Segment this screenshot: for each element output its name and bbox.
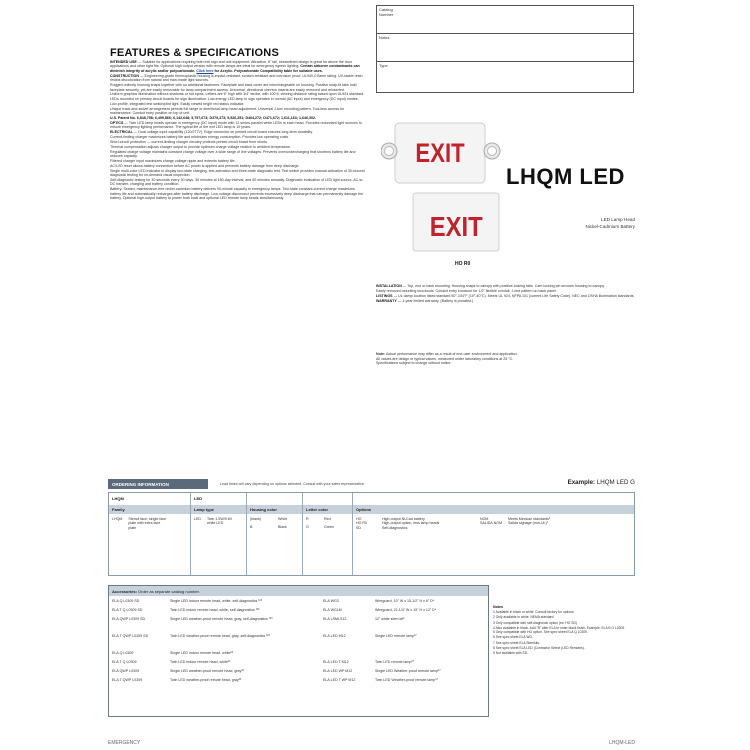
notes-label: Notes <box>379 35 390 40</box>
letter-header: Letter color <box>303 505 352 514</box>
model-subtitle <box>560 216 635 230</box>
accessories-table <box>108 585 489 717</box>
spec-paragraph: Low-profile, integrated test switch/pilot light. Easily viewed bright red status indicator. <box>110 102 245 107</box>
list-item <box>112 599 312 608</box>
catalog-label: Catalog Number <box>379 7 394 17</box>
acc-desc: 12" white stem kit⁵ <box>375 617 405 621</box>
option-desc: High-output Ni-Cad battery <box>382 517 425 521</box>
note-item: 8 See spec sheet ELA LED (Contractor Select (LED Remotes). <box>493 645 585 650</box>
patent-paragraph <box>110 116 366 120</box>
list-item <box>323 669 488 678</box>
list-item <box>112 660 312 669</box>
spec-paragraph: Battery: Sealed, maintenance-free nickel-cadmium battery delivers 90-minute capacity to emergency lamps. Two-state constant-current charge maximizes battery life and automatically recharges after battery discharge. Low-voltage disconnect prevents excessively deep discharge that can permanently damage the battery. Optional high-output battery to power both local and optional LED remote lamp heads simultaneously. <box>110 187 364 201</box>
acc-code: ELA LED T WP M12 <box>323 678 356 682</box>
spec-paragraph: AC/LVD reset allows battery connection before AC power is applied and prevents battery damage from deep discharge. <box>110 163 300 168</box>
acc-code: ELA WG3 <box>323 599 339 603</box>
list-item <box>112 617 312 634</box>
spec-paragraph: Uniform graphics illumination without shadows or hot spots. Letters are 6" high with 3/4" stroke, with 100 ft. viewing distance rating based upon UL924 standard. <box>110 92 365 97</box>
note-item: 3 Only compatible with self-diagnostic option (ex: HO SD) <box>493 620 577 625</box>
note-item: 4 Also available in black. Add "B" after ELA to order black finish. Example: ELA B G L0309. <box>493 625 626 630</box>
option-code: SD <box>356 525 361 530</box>
page-heading: FEATURES & SPECIFICATIONS <box>110 47 279 59</box>
accessories-label: Accessories: <box>112 589 137 594</box>
airborne-warning: Certain airborne contaminants can diminish integrity of acrylic and/or polycarbonate. <box>110 64 360 73</box>
ordering-bar <box>108 479 635 489</box>
option-desc: Self-diagnostics <box>382 525 408 530</box>
exit-sign-with-lamps-image <box>381 121 501 185</box>
list-item <box>112 634 312 651</box>
acc-desc: Twin LED indoor remote head, white²³ <box>170 660 231 664</box>
list-item <box>323 617 488 634</box>
letter-code: G <box>306 525 309 530</box>
accessories-header <box>109 586 488 596</box>
acc-desc: Single LED remote lamp⁶⁷ <box>375 634 417 638</box>
acc-desc: Twin LED weather-proof remote head, gray²³ <box>170 678 242 682</box>
list-item <box>323 660 488 669</box>
battery-desc: Nickel-Cadmium Battery <box>585 224 635 229</box>
listings-label: LISTINGS <box>376 293 393 298</box>
family-column <box>109 493 191 575</box>
acc-code: ELA Q L0309 SD <box>112 599 140 603</box>
exit-text-1: EXIT <box>415 139 465 169</box>
exit-text-2: EXIT <box>429 210 483 243</box>
accessories-left-list <box>112 599 312 687</box>
letter-body <box>303 517 352 530</box>
note-item: 1 Available in black or white. Consult factory for options. <box>493 610 575 615</box>
installation-paragraph <box>376 284 636 289</box>
note-line: All values are design or typical values, measured under laboratory conditions at 25 °C. <box>376 356 514 361</box>
accessories-body <box>109 596 488 716</box>
acc-desc: Twin LED indoor remote head, white, self-diagnostics ¹²³ <box>170 608 260 612</box>
option-code: HO R0 <box>356 521 367 526</box>
construction-text: — Engineering-grade thermoplastic housing is impact-resistant, scratch-resistant and corrosion proof. UL94V-0 flame rating. UV-stable resin resists discoloration from natural and man-made light sources. <box>110 73 363 83</box>
housing-header: Housing color <box>247 505 302 514</box>
acc-desc: Twin LED weather-proof remote head, gray, self-diagnostics ¹²³ <box>170 634 270 638</box>
page-footer <box>108 740 635 746</box>
electrical-text: — Dual-voltage input capability (120/277V). Edge connector on printed circuit board ensures long-term durability. <box>132 130 313 135</box>
warranty-paragraph <box>376 299 636 304</box>
option-desc: Meets Mexican standards¹ <box>508 517 551 521</box>
acc-desc: Single LED indoor remote head, white²³ <box>170 651 233 655</box>
family-body <box>109 517 190 530</box>
optics-label: OPTICS <box>110 121 124 126</box>
example-value: LHQM LED G <box>595 479 635 486</box>
electrical-paragraph <box>110 130 366 134</box>
install-paragraph: Easily removed mounting knockouts. Conduit entry knockout for 1/2" flexible conduit. J-box pattern on back panel. <box>376 288 557 293</box>
list-item <box>112 608 312 617</box>
accessories-note: Order as separate catalog number. <box>136 589 200 594</box>
acc-code: ELA LED M12 <box>323 634 346 638</box>
note-item: 2 Only available in white. NEMA standard. <box>493 615 555 620</box>
note-item: 9 Not available with SD. <box>493 651 529 656</box>
installation-text: — Top, end or back mounting. Housing snaps to canopy with positive-locking tabs. Cam locking pin secures housing to canopy. <box>401 284 605 288</box>
family-top: LHQM <box>112 496 124 501</box>
acc-code: ELA T Q L0309 <box>112 660 137 664</box>
letter-column <box>303 493 353 575</box>
spec-paragraph: Rugged unibody housing snaps together with no additional fasteners. Faceplate and back cover are interchangeable on housing. Positive snap-fit tabs hold faceplate securely, yet are easily removable for lamp compartment access. Universal, directional chevron inserts are easily removed and reinserted. <box>110 83 357 92</box>
housing-body <box>247 517 302 530</box>
electrical-label: ELECTRICAL <box>110 130 133 135</box>
note-line: Specifications subject to change without notice. <box>376 361 452 366</box>
specs-column <box>110 60 366 201</box>
acc-desc: Single LED indoor remote head, white, self-diagnostics ¹²³ <box>170 599 262 603</box>
acc-code: ELA LED WP M12 <box>323 669 353 673</box>
acc-desc: Single LED weather-proof remote head, gray²³ <box>170 669 244 673</box>
acc-code: ELA QWP L0309 <box>112 669 140 673</box>
family-desc: Stencil face, single face plate with extra face plate <box>128 517 167 530</box>
options-header: Options <box>353 505 634 514</box>
warranty-text: — 1-year limited warranty. (Battery is prorated.) <box>396 298 474 303</box>
lamp-head-desc: LED Lamp Head <box>601 217 635 222</box>
intended-use-text: — Suitable for applications requiring both exit sign and unit equipment. Attractive, 8" tall, streamlined design is great for above the door applications and other tight fits. Optional high output version with remote lamps are ideal for emergency egress lighting. <box>110 60 352 69</box>
spec-paragraph: Current-limiting charger maximizes battery life and minimizes energy consumption. Provides low operating costs. <box>110 135 290 140</box>
type-label: Type <box>379 63 388 68</box>
list-item <box>323 678 488 687</box>
acc-code: ELA T QWP L0309 <box>112 678 143 682</box>
listings-paragraph <box>376 294 636 299</box>
acc-code: ELA T QWP L0309 SD <box>112 634 149 638</box>
exit-sign-image <box>412 192 500 252</box>
letter-code: R <box>306 517 309 521</box>
acc-code: ELA LED T M12 <box>323 660 349 664</box>
list-item <box>323 634 488 660</box>
housing-code: (blank) <box>250 517 261 521</box>
note-item: 7 See spec sheet ELA Stemkits. <box>493 640 540 645</box>
list-item <box>112 678 312 687</box>
example-label: Example: <box>567 479 596 486</box>
acc-code: ELA T Q L0309 SD <box>112 608 143 612</box>
options-body <box>353 517 634 533</box>
installation-block <box>376 284 636 304</box>
notes-field[interactable] <box>377 34 633 62</box>
lamp-desc: Twin 1.5W/9.6V white LED <box>207 517 233 526</box>
housing-code: B <box>250 525 253 530</box>
family-header: Family <box>109 505 190 514</box>
lamp-top: LED <box>194 496 202 501</box>
compat-text: for Acrylic- Polycarbonate Compatibility table for suitable uses. <box>213 68 323 73</box>
note-item: 6 See spec sheet ELA WG. <box>493 635 533 640</box>
housing-desc: Black <box>278 525 287 530</box>
patent-text: U.S. Patent No. 6,848,798; 6,499,866; 6,142,648; 5,797,673; D379,373; 5,526,251; D404,272; D471,672; 1,611,163; 1,646,302. <box>110 116 316 121</box>
list-item <box>112 669 312 678</box>
note-line: Actual performance may differ as a result of end-user environment and application. <box>385 352 518 356</box>
acc-desc: Single LED weather-proof remote head, gray, self-diagnostics ¹²³ <box>170 617 273 621</box>
list-item <box>112 651 312 660</box>
click-here-link[interactable]: Click here <box>196 68 214 73</box>
spec-paragraph: Regulated charge voltage maintains constant charge voltage over a wide range of line voltages. Prevents over/undercharging that shortens battery life and reduces capacity. <box>110 149 356 159</box>
acc-desc: Twin LED remote lamp⁶⁷ <box>375 660 415 664</box>
option-code: HO <box>356 517 362 521</box>
acc-desc: Twin LED Weather-proof remote lamp⁶⁷ <box>375 678 439 682</box>
option-desc: Salida signage (non-UL)¹ <box>508 521 548 526</box>
option-code: NOM <box>480 517 489 521</box>
note-item: 5 Only compatible with HO option. See spec sheet ELA Q L0309. <box>493 630 588 635</box>
list-item <box>323 608 488 617</box>
options-column <box>353 493 634 575</box>
option-desc: High-output option, less lamp heads <box>382 521 440 526</box>
accessories-right-list <box>323 599 488 687</box>
ordering-example <box>568 479 635 486</box>
footer-left: EMERGENCY <box>108 740 141 746</box>
acc-code: ELA WGLM <box>323 608 342 612</box>
model-title: LHQM LED <box>506 164 625 189</box>
lamp-column <box>191 493 247 575</box>
footer-right: LHQM-LED <box>609 740 635 746</box>
family-code: LHQM <box>112 517 123 521</box>
spec-paragraph: Thermal compensation adjusts charger output to provide optimum charge voltage relative to ambient temperature. <box>110 144 291 149</box>
variant-label: HO R0 <box>455 261 471 267</box>
spec-paragraph: Self-diagnostic testing for 30 seconds every 30 days, 30 minutes at 180-day interval, and 90 minutes annually. Diagnostic evaluation of LED light source, AC-to-DC transfer, charging and battery condition. <box>110 177 364 187</box>
warranty-label: WARRANTY <box>376 298 397 303</box>
acc-desc: Wireguard, 10" W x 15-1/2" H x 6" D⁴ <box>375 599 435 603</box>
lead-time-note: Lead times will vary depending on options selected. Consult with your sales representative. <box>220 482 365 486</box>
lamp-code: LED <box>194 517 201 521</box>
intended-use-paragraph <box>110 60 366 73</box>
housing-column <box>247 493 303 575</box>
spec-paragraph: Short-circuit protection — current-limiting charger circuitry protects printed circuit board from shorts. <box>110 140 268 144</box>
optics-text: — Twin LED lamp heads operate in emergency (DC input) mode with 12 series-parallel white LEDs in each head. Provides redundant light sources to ensure emergency lighting performance. The typical life of the exit LED lamp is 10 years. <box>110 121 362 130</box>
housing-desc: White <box>278 517 288 521</box>
construction-label: CONSTRUCTION <box>110 73 139 78</box>
list-item <box>323 599 488 608</box>
spec-paragraph: Filtered charger input maximizes charge voltage ripple and extends battery life. <box>110 158 236 163</box>
note-block <box>376 352 636 366</box>
acc-desc: Wireguard, 21-1/4" W x 15" H x 12" D⁴ <box>375 608 437 612</box>
construction-paragraph <box>110 74 366 83</box>
notes-title: Notes <box>493 605 503 609</box>
lamp-header: Lamp type <box>191 505 246 514</box>
optics-paragraph <box>110 121 366 130</box>
acc-code: ELA LSMLS12 <box>323 617 347 621</box>
note-label: Note: <box>376 352 386 356</box>
ordering-table <box>108 492 635 576</box>
installation-label: INSTALLATION <box>376 284 402 288</box>
notes-block <box>493 605 635 656</box>
letter-desc: Red <box>324 517 331 521</box>
spec-paragraph: Unique track-and-swivel arrangement permits full range of directional lamp head adjustment. Universal J-box mounting pattern. Tool-less access for maintenance. Conduit entry position on top of unit. <box>110 106 345 116</box>
acc-code: ELA QWP L0309 SD <box>112 617 146 621</box>
catalog-box <box>376 5 634 93</box>
lamp-body <box>191 517 246 526</box>
acc-code: ELA Q L0309 <box>112 651 134 655</box>
acc-desc: Single LED Weather-proof remote lamp⁶⁷ <box>375 669 441 673</box>
type-field[interactable] <box>377 62 633 92</box>
listings-text: — UL damp location listed standard 50°-104°F (10°-40°C). Meets UL 924, NFPA 101 (current Life Safety Code), NEC and OSHA illumination standards. <box>392 293 635 298</box>
letter-desc: Green <box>324 525 334 530</box>
intended-use-label: INTENDED USE <box>110 60 137 64</box>
option-code: SALIDA NOM <box>480 521 502 526</box>
ordering-label: ORDERING INFORMATION <box>108 479 208 489</box>
spec-paragraph: Single multi-color LED indicator to display two-state charging, test activation and three-state diagnostic test. Test switch provides manual activation of 30-second diagnostic testing for on-demand visual inspection. <box>110 168 365 178</box>
spec-paragraph: LEDs mounted on primary circuit boards for sign illumination. Low-energy LED lamp in sign operates in normal (AC input) and emergency (DC input) modes. <box>110 97 359 102</box>
catalog-number-field[interactable] <box>377 6 633 34</box>
